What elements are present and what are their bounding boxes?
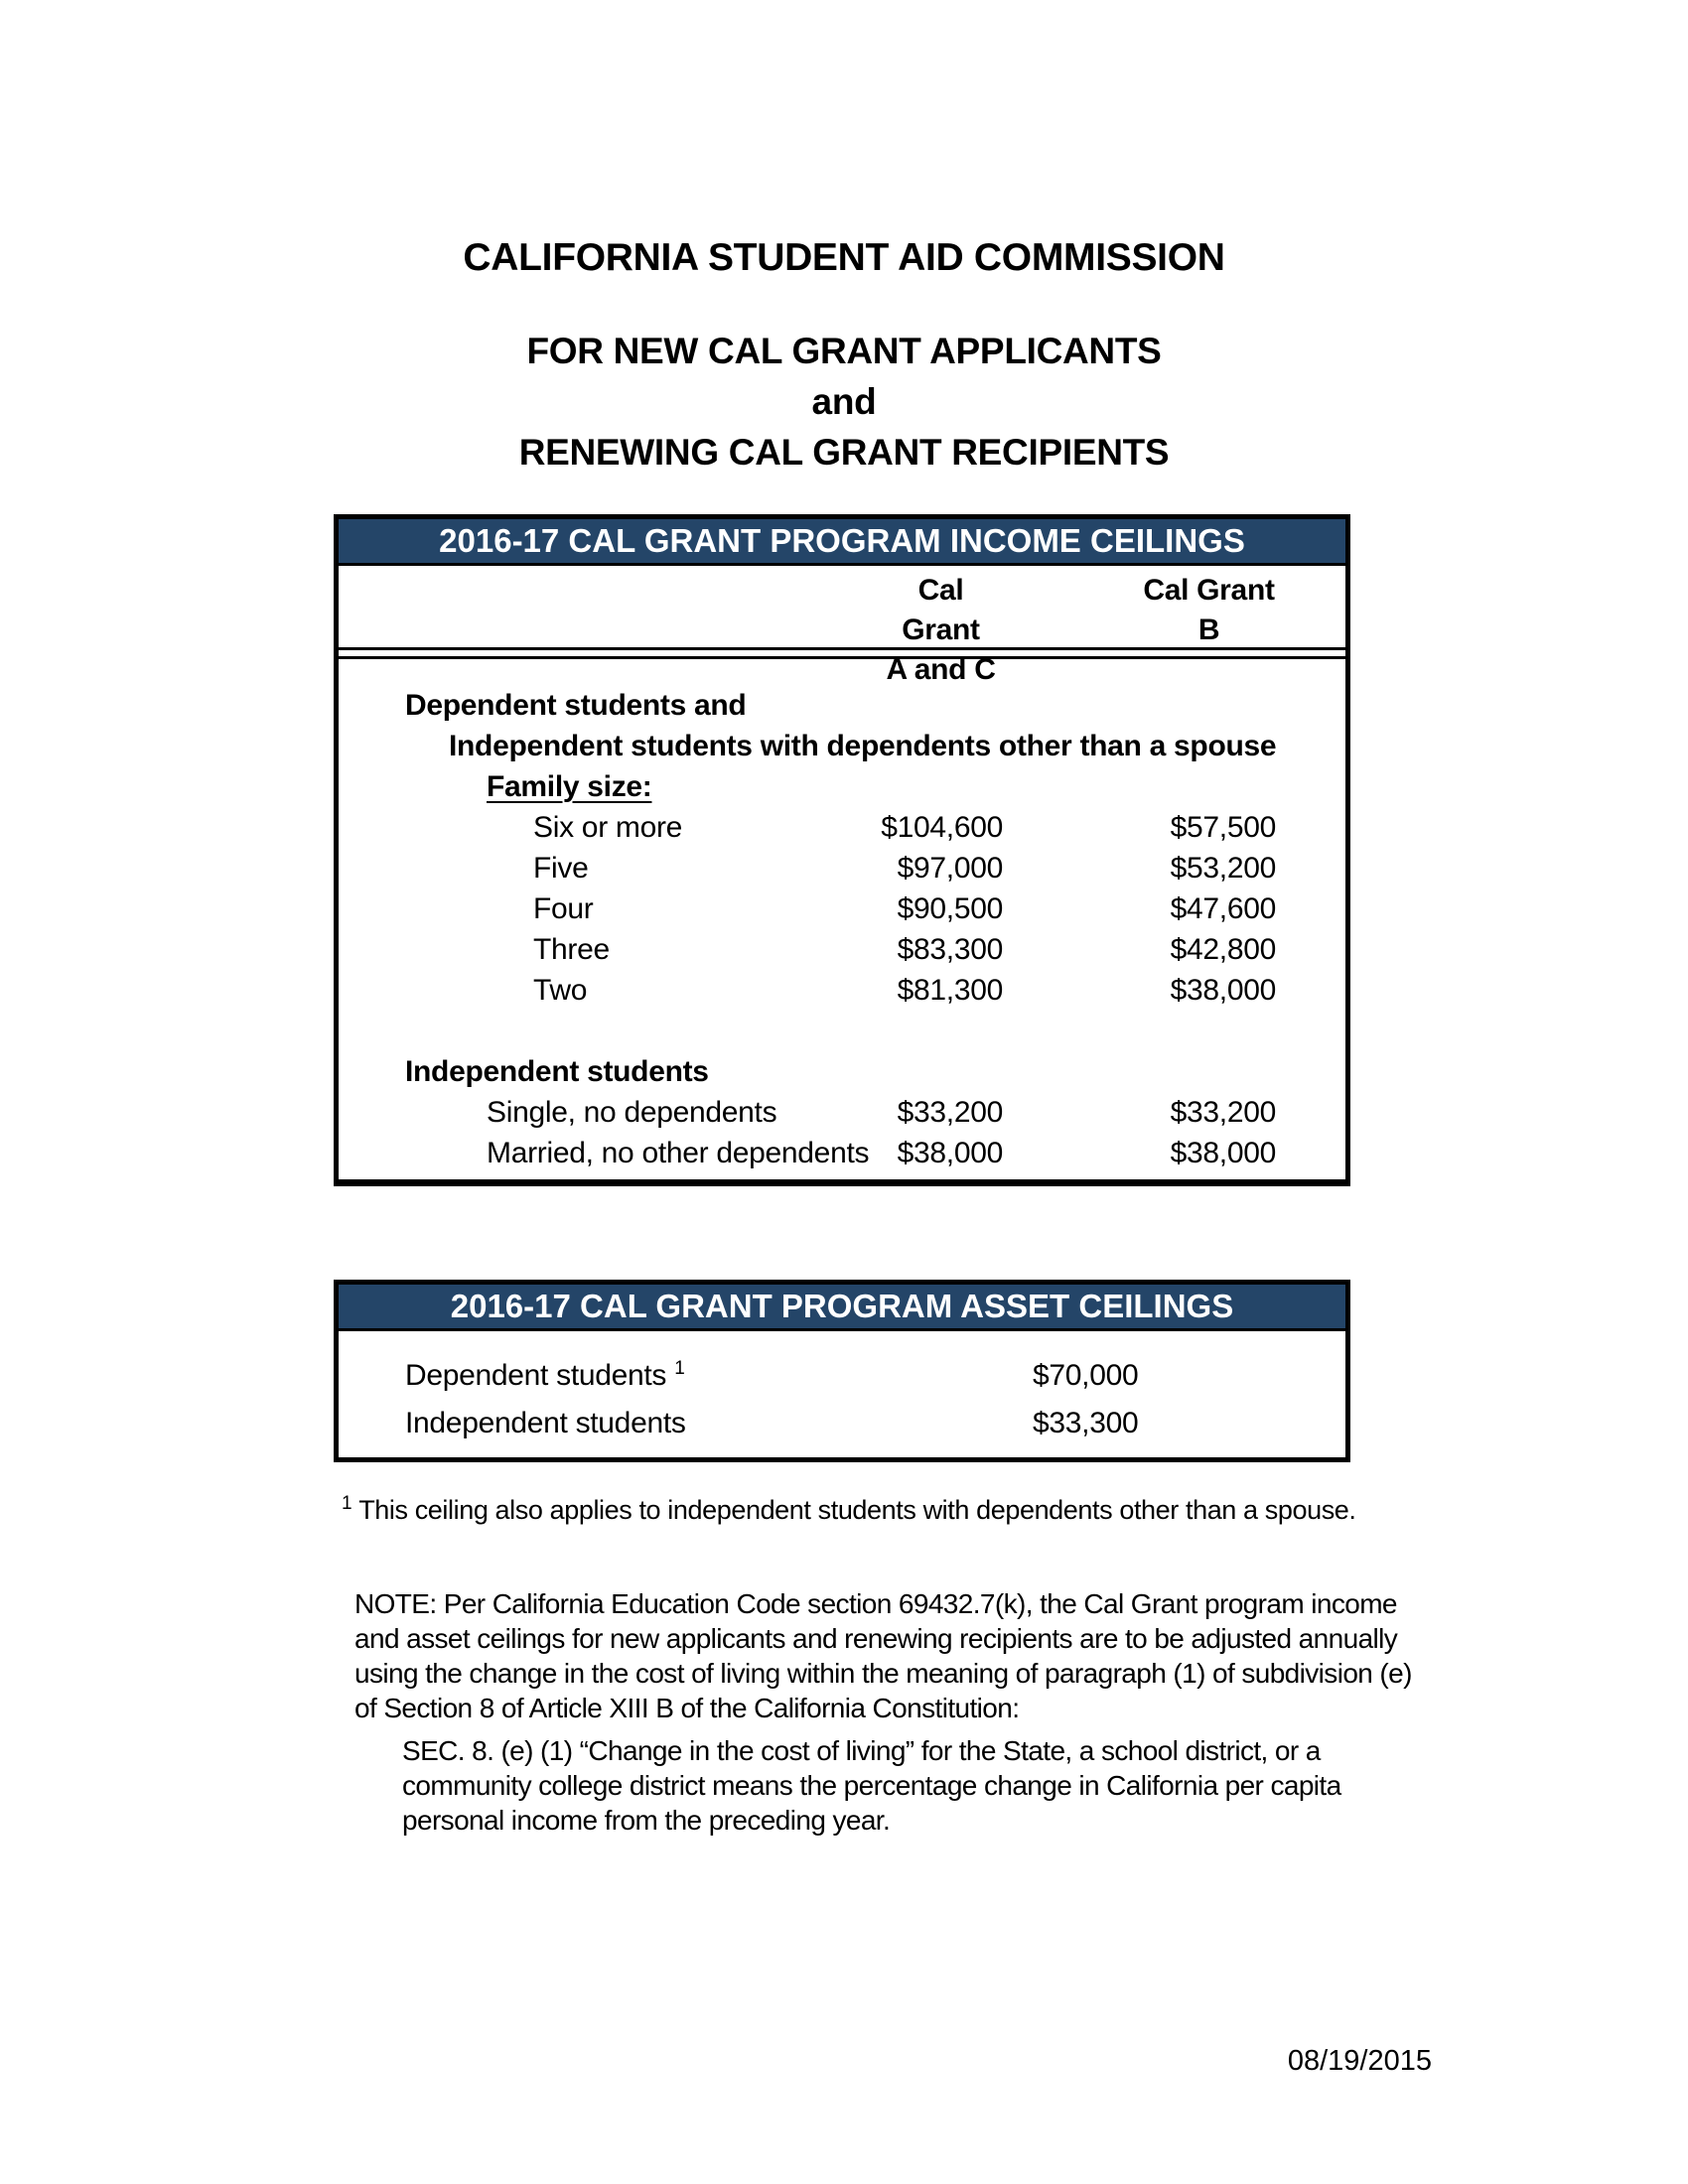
col-b-header-line1: Cal Grant: [1143, 574, 1275, 607]
document-subtitle: [0, 326, 1688, 478]
col-b-header-line2: B: [1197, 614, 1220, 646]
row-label: Three: [533, 932, 610, 966]
asset-table-title-bar: 2016-17 CAL GRANT PROGRAM ASSET CEILINGS: [339, 1285, 1345, 1331]
column-header-cal-grant-a-c: [804, 566, 1003, 690]
sec-8-quotation: SEC. 8. (e) (1) “Change in the cost of living” for the State, a school district, or a community college district means the percentage change in California per capita personal income from the preceding year.: [402, 1735, 1341, 1836]
table-row: [339, 1400, 1345, 1447]
table-row: [339, 1092, 1345, 1133]
cal-grant-b-value: $38,000: [1170, 1136, 1276, 1169]
row-label: Married, no other dependents: [487, 1136, 870, 1169]
col-a-header-line1: Cal Grant: [902, 574, 980, 646]
row-spacer: [339, 1011, 1345, 1051]
footnote-text: This ceiling also applies to independent students with dependents other than a spouse.: [358, 1495, 1356, 1525]
cal-grant-b-value: $47,600: [1170, 891, 1276, 925]
table-row: [339, 970, 1345, 1011]
row-label: Six or more: [533, 810, 683, 844]
cal-grant-ac-value: $33,200: [897, 1095, 1003, 1129]
asset-table-body: [339, 1331, 1345, 1447]
footnote-marker: 1: [674, 1358, 685, 1379]
table-row: [339, 1133, 1345, 1173]
col-a-header-line2: A and C: [886, 653, 996, 686]
cal-grant-ac-value: $83,300: [897, 932, 1003, 966]
asset-ceiling-value: $70,000: [1033, 1359, 1139, 1392]
section-dependent-students: Dependent students and: [405, 688, 747, 722]
column-header-cal-grant-b: [1003, 566, 1276, 690]
cal-grant-ac-value: $104,600: [881, 810, 1003, 844]
table-row: [339, 929, 1345, 970]
income-ceilings-table: [334, 514, 1350, 1186]
cal-grant-ac-value: $81,300: [897, 973, 1003, 1007]
cal-grant-ac-value: $38,000: [897, 1136, 1003, 1169]
row-label: [339, 1359, 1033, 1393]
cal-grant-b-value: $57,500: [1170, 810, 1276, 844]
income-table-column-headers: [339, 566, 1345, 686]
income-table-body: [339, 659, 1345, 1173]
subtitle-line-3: RENEWING CAL GRANT RECIPIENTS: [518, 432, 1170, 473]
family-size-label: [339, 770, 1276, 804]
row-label: Single, no dependents: [487, 1095, 777, 1129]
row-label: [339, 1407, 1033, 1440]
cal-grant-ac-value: $97,000: [897, 851, 1003, 885]
income-table-title-bar: 2016-17 CAL GRANT PROGRAM INCOME CEILINGS: [339, 519, 1345, 566]
subtitle-line-2: and: [811, 381, 877, 422]
cal-grant-b-value: $33,200: [1170, 1095, 1276, 1129]
section-independent-students: Independent students: [405, 1054, 709, 1088]
table-row: [339, 848, 1345, 888]
row-label-text: Independent students: [405, 1407, 686, 1439]
cal-grant-b-value: $53,200: [1170, 851, 1276, 885]
footnote-marker: 1: [342, 1493, 352, 1514]
table-row: [339, 807, 1345, 848]
asset-ceiling-value: $33,300: [1033, 1407, 1139, 1439]
cal-grant-b-value: $42,800: [1170, 932, 1276, 966]
table-row: [339, 888, 1345, 929]
cal-grant-b-value: $38,000: [1170, 973, 1276, 1007]
date-stamp: 08/19/2015: [1287, 2045, 1432, 2077]
cal-grant-ac-value: $90,500: [897, 891, 1003, 925]
section-header-row: [339, 726, 1345, 766]
family-size-label-text: Family size:: [487, 769, 652, 803]
section-header-row: [339, 685, 1345, 726]
subtitle-line-1: FOR NEW CAL GRANT APPLICANTS: [526, 331, 1162, 371]
note-paragraph: NOTE: Per California Education Code section 69432.7(k), the Cal Grant program income and asset ceilings for new applicants and renewing recipients are to be adjusted annually using the change in the cost of living within the meaning of paragraph (1) of subdivision (e) of Section 8 of Article XIII B of the California Constitution:: [354, 1588, 1412, 1723]
document-title: CALIFORNIA STUDENT AID COMMISSION: [463, 236, 1225, 279]
footnote: [342, 1495, 1593, 1526]
table-row: [339, 1352, 1345, 1400]
row-label: Four: [533, 891, 594, 925]
asset-ceilings-table: [334, 1280, 1350, 1462]
section-independent-with-dependents: Independent students with dependents other than a spouse: [449, 729, 1277, 762]
section-header-row: [339, 1051, 1345, 1092]
row-label: Five: [533, 851, 589, 885]
family-size-row: [339, 766, 1345, 807]
row-label-text: Dependent students: [405, 1359, 667, 1392]
row-label: Two: [533, 973, 588, 1007]
